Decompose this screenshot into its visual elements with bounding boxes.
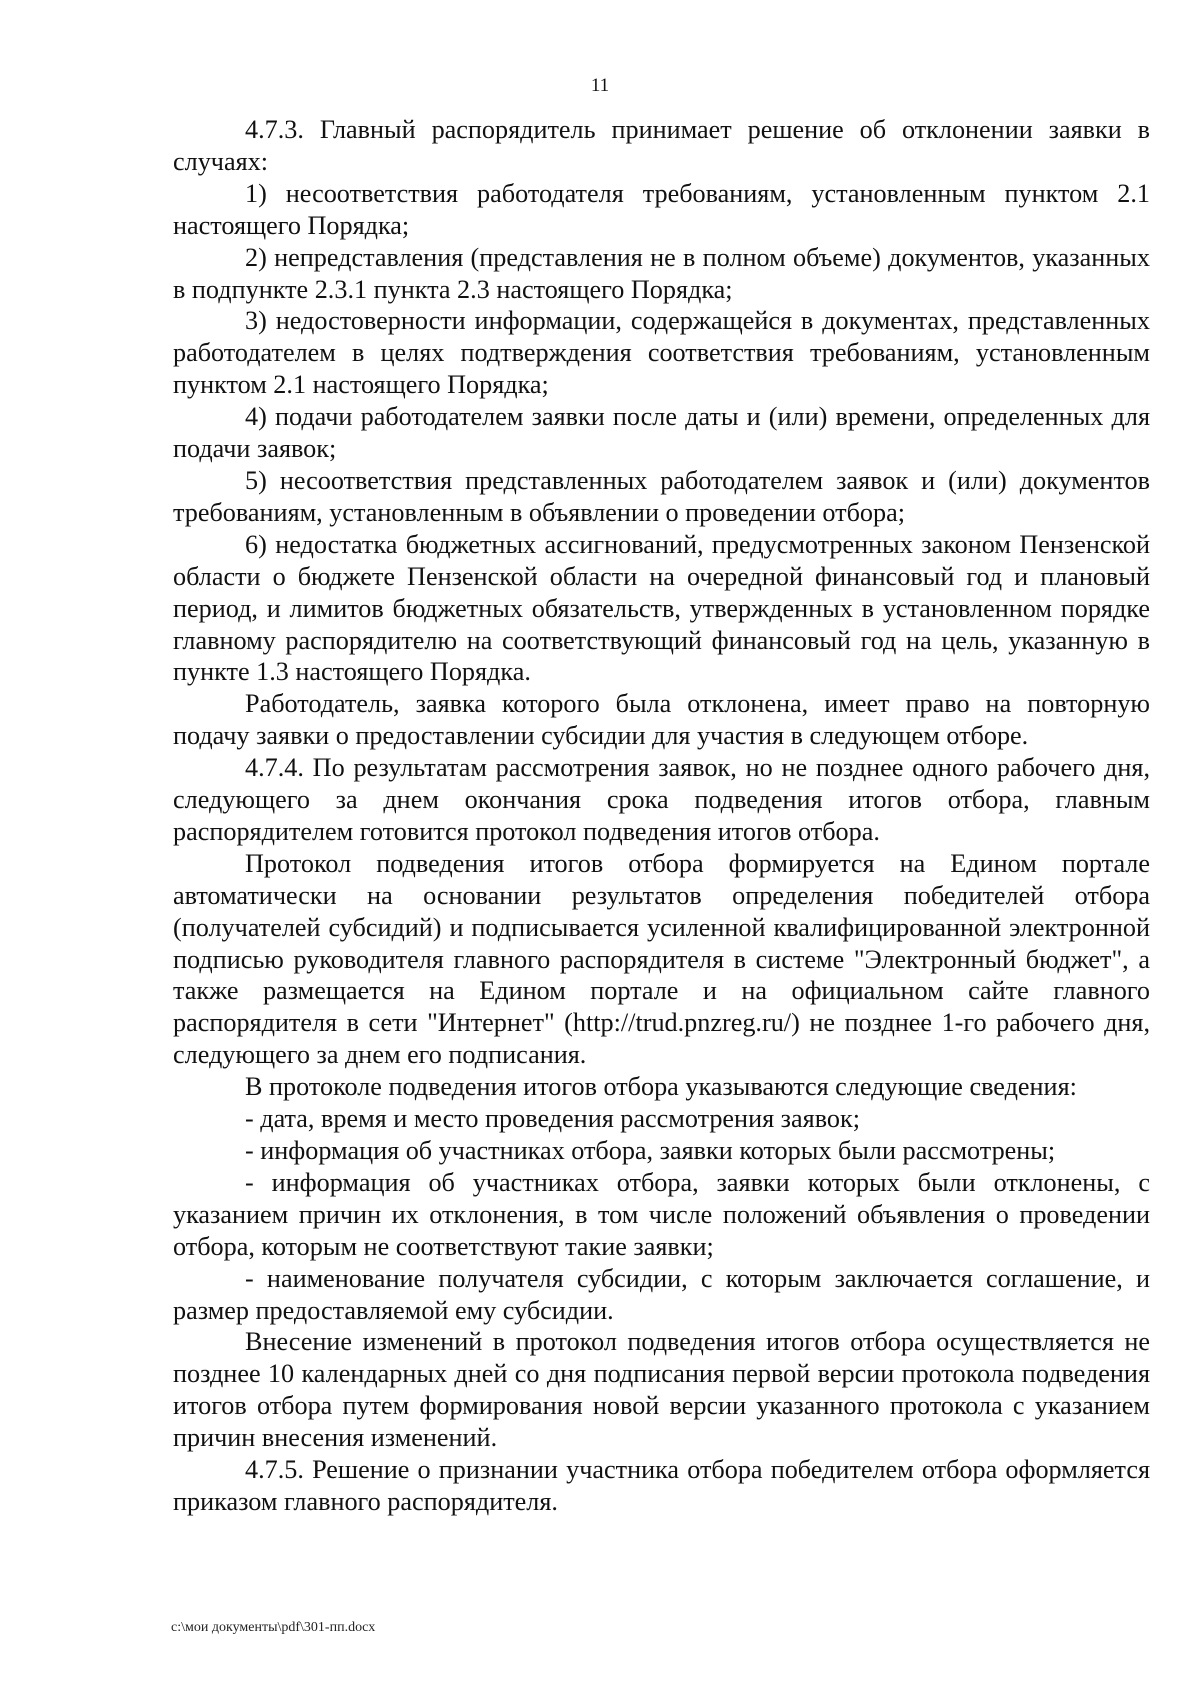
list-item-reason-2: 2) непредставления (представления не в полном объеме) документов, указанных в подпункте 2.3.1 пункта 2.3 настоящего Порядка; xyxy=(173,242,1150,304)
list-item-protocol-2: - информация об участниках отбора, заявки которых были рассмотрены; xyxy=(245,1136,1056,1165)
footer-file-path: c:\мои документы\pdf\301-пп.docx xyxy=(171,1620,376,1635)
list-item-reason-4: 4) подачи работодателем заявки после даты и (или) времени, определенных для подачи заявок; xyxy=(173,402,1150,464)
page-number: 11 xyxy=(590,75,610,96)
list-item-reason-1: 1) несоответствия работодателя требованиям, установленным пунктом 2.1 настоящего Порядка; xyxy=(173,178,1150,240)
document-body xyxy=(173,114,1150,1518)
paragraph-4-7-4: 4.7.4. По результатам рассмотрения заявок, но не позднее одного рабочего дня, следующего за днем окончания срока подведения итогов отбора, главным распорядителем готовится протокол подведения итогов отбора. xyxy=(173,753,1150,846)
paragraph-protocol-formation: Протокол подведения итогов отбора формируется на Едином портале автоматически на основании результатов определения победителей отбора (получателей субсидий) и подписывается усиленной квалифицированной электронной подписью руководителя главного распорядителя в системе "Электронный бюджет", а также размещается на Едином портале и на официальном сайте главного распорядителя в сети "Интернет" (http://trud.pnzreg.ru/) не позднее 1-го рабочего дня, следующего за днем его подписания. xyxy=(173,848,1150,1070)
paragraph-resubmission: Работодатель, заявка которого была отклонена, имеет право на повторную подачу заявки о предоставлении субсидии для участия в следующем отборе. xyxy=(173,689,1150,751)
list-item-reason-6: 6) недостатка бюджетных ассигнований, предусмотренных законом Пензенской области о бюджете Пензенской области на очередной финансовый год и плановый период, и лимитов бюджетных обязательств, утвержденных в установленном порядке главному распорядителю на соответствующий финансовый год на цель, указанную в пункте 1.3 настоящего Порядка. xyxy=(173,529,1150,687)
list-item-protocol-4: - наименование получателя субсидии, с которым заключается соглашение, и размер предоставляемой ему субсидии. xyxy=(173,1263,1150,1325)
paragraph-4-7-3: 4.7.3. Главный распорядитель принимает решение об отклонении заявки в случаях: xyxy=(173,115,1150,176)
paragraph-protocol-contents: В протоколе подведения итогов отбора указываются следующие сведения: xyxy=(245,1072,1077,1102)
paragraph-protocol-changes: Внесение изменений в протокол подведения итогов отбора осуществляется не позднее 10 календарных дней со дня подписания первой версии протокола подведения итогов отбора путем формирования новой версии указанного протокола с указанием причин внесения изменений. xyxy=(173,1327,1150,1453)
list-item-protocol-3: - информация об участниках отбора, заявки которых были отклонены, с указанием причин их отклонения, в том числе положений объявления о проведении отбора, которым не соответствуют такие заявки; xyxy=(173,1167,1150,1261)
list-item-reason-3: 3) недостоверности информации, содержащейся в документах, представленных работодателем в целях подтверждения соответствия требованиям, установленным пунктом 2.1 настоящего Порядка; xyxy=(173,306,1150,400)
list-item-reason-5: 5) несоответствия представленных работодателем заявок и (или) документов требованиям, установленным в объявлении о проведении отбора; xyxy=(173,465,1150,527)
list-item-protocol-1: - дата, время и место проведения рассмотрения заявок; xyxy=(245,1104,860,1134)
paragraph-4-7-5: 4.7.5. Решение о признании участника отбора победителем отбора оформляется приказом главного распорядителя. xyxy=(173,1455,1150,1516)
